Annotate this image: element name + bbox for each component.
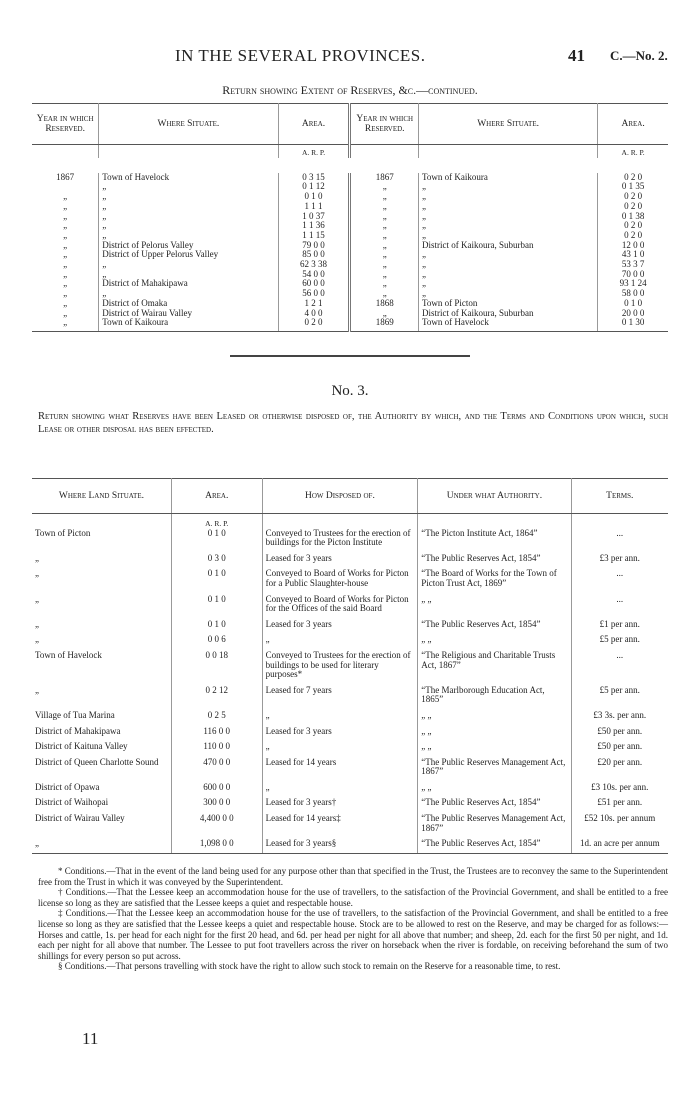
area-cell: 4 0 0 (278, 309, 350, 319)
authority-cell: “The Board of Works for the Town of Picton Trust Act, 1869” (418, 569, 571, 594)
land-location-cell: District of Kaituna Valley (32, 742, 171, 758)
area-cell: 0 1 0 (278, 192, 350, 202)
location-cell: „ (418, 289, 597, 299)
table-row (32, 814, 668, 839)
area-cell: 1 1 1 (278, 202, 350, 212)
footnotes (38, 866, 668, 972)
table-row (32, 595, 668, 620)
location-cell: District of Omaka (99, 299, 278, 309)
disposal-cell: Leased for 7 years (262, 686, 418, 711)
year-cell: „ (32, 289, 99, 299)
location-cell: „ (418, 192, 597, 202)
document-reference: C.—No. 2. (610, 48, 668, 63)
area-cell: 0 2 5 (171, 711, 262, 727)
terms-cell: £3 10s. per ann. (591, 781, 649, 792)
table-row (32, 635, 668, 651)
land-location-cell: District of Queen Charlotte Sound (32, 758, 171, 783)
location-cell: „ (418, 250, 597, 260)
location-cell: „ (418, 182, 597, 192)
authority-cell: “The Public Reserves Management Act, 1867” (418, 814, 571, 839)
terms-cell: £50 per ann. (597, 725, 643, 736)
year-cell: 1869 (350, 318, 419, 331)
area-cell: 0 1 12 (278, 182, 350, 192)
area-cell: 0 0 6 (171, 635, 262, 651)
location-cell: „ (99, 182, 278, 192)
land-location-cell: „ (32, 839, 171, 853)
year-cell: „ (32, 260, 99, 270)
terms-cell: ... (616, 568, 624, 579)
area-cell: 0 2 0 (624, 191, 643, 202)
area-cell: 0 1 35 (621, 181, 645, 192)
area-units-2: A. R. P. (621, 148, 645, 157)
location-cell: Town of Kaikoura (418, 173, 597, 183)
authority-cell: “The Public Reserves Act, 1854” (418, 839, 571, 853)
reserves-disposal-table (32, 478, 668, 854)
year-cell: „ (350, 260, 419, 270)
area-cell: 85 0 0 (278, 250, 350, 260)
year-cell: „ (350, 202, 419, 212)
authority-cell: “The Religious and Charitable Trusts Act, 1867” (418, 651, 571, 686)
table-row (32, 686, 668, 711)
location-cell: „ (99, 192, 278, 202)
year-cell: „ (32, 309, 99, 319)
area-cell: 1 0 37 (278, 212, 350, 222)
area-cell: 70 0 0 (621, 268, 645, 279)
year-cell: 1867 (350, 173, 419, 183)
authority-cell: „ „ (418, 783, 571, 799)
table-row (32, 783, 668, 799)
area-cell: 54 0 0 (278, 270, 350, 280)
terms-cell: ... (616, 649, 624, 660)
disposal-cell: Leased for 3 years (262, 727, 418, 743)
area-cell: 0 2 0 (278, 318, 350, 331)
area-cell: 62 3 38 (278, 260, 350, 270)
col-year-header: Year in which Reserved. (32, 104, 99, 145)
year-cell: „ (350, 250, 419, 260)
year-cell: „ (32, 212, 99, 222)
table-row (32, 173, 668, 183)
col-how-header: How Disposed of. (262, 479, 418, 514)
location-cell: „ (418, 279, 597, 289)
disposal-cell: Conveyed to Board of Works for Picton for the Offices of the said Board (262, 595, 418, 620)
location-cell: „ (99, 202, 278, 212)
disposal-cell: Conveyed to Trustees for the erection of buildings to be used for literary purposes* (262, 651, 418, 686)
area-cell: 58 0 0 (621, 288, 645, 299)
page-number: 41 (568, 46, 585, 65)
year-cell: „ (32, 231, 99, 241)
col-where-header: Where Situate. (99, 104, 278, 145)
table-row (32, 260, 668, 270)
year-cell: „ (32, 250, 99, 260)
terms-cell: 1d. an acre per annum (571, 839, 668, 853)
year-cell: „ (350, 231, 419, 241)
disposal-cell: „ (262, 783, 418, 799)
table-row (32, 727, 668, 743)
footnote: † Conditions.—That the Lessee keep an accommodation house for the use of travellers, to the satisfaction of the Provincial Government, and shall be entitled to a free license so long as they are satisfied that the Lessee keeps a quiet and respectable house. (38, 887, 668, 908)
terms-cell: £5 per ann. (599, 634, 640, 645)
disposal-cell: Leased for 3 years§ (262, 839, 418, 853)
location-cell: District of Upper Pelorus Valley (99, 250, 278, 260)
table1-caption: Return showing Extent of Reserves, &c.—continued. (222, 83, 478, 97)
disposal-cell: Conveyed to Trustees for the erection of buildings for the Picton Institute (262, 529, 418, 554)
year-cell: „ (350, 289, 419, 299)
area-cell: 116 0 0 (171, 727, 262, 743)
disposal-cell: Leased for 14 years (262, 758, 418, 783)
location-cell: „ (418, 202, 597, 212)
terms-cell: £1 per ann. (599, 618, 640, 629)
location-cell: Town of Havelock (99, 173, 278, 183)
terms-cell: ... (616, 527, 624, 538)
location-cell: Town of Kaikoura (99, 318, 278, 331)
table-row (32, 569, 668, 594)
location-cell: „ (99, 212, 278, 222)
location-cell: „ (418, 270, 597, 280)
year-cell: „ (350, 192, 419, 202)
disposal-cell: „ (262, 635, 418, 651)
authority-cell: „ „ (418, 635, 571, 651)
location-cell: „ (418, 260, 597, 270)
area-cell: 470 0 0 (171, 758, 262, 783)
location-cell: Town of Havelock (418, 318, 597, 331)
table-row (32, 742, 668, 758)
footnote: ‡ Conditions.—That the Lessee keep an accommodation house for the use of travellers, to the satisfaction of the Provincial Government, and shall be entitled to a free license so long as they are satisfied that the Lessee keeps a quiet and respectable house. Stock are to be allowed to rest on the Reserve, and may be charged for as follows:—Horses and cattle, 1s. per head for each night for the first 20 head, and 6d. per head per night for all above that number; and sheep, 2d. each for the first 50 per night, and 1d. each per night for all above that number. The Lessee to put foot travellers across the river on horseback when the river is fordable, on receiving beforehand the sum of two shillings for every person so put across. (38, 908, 668, 961)
year-cell: „ (32, 221, 99, 231)
table-row (32, 182, 668, 192)
terms-cell: £52 10s. per annum (584, 813, 656, 824)
land-location-cell: District of Waihopai (32, 798, 171, 814)
area-cell: 1,098 0 0 (171, 839, 262, 853)
location-cell: „ (99, 221, 278, 231)
col-authority-header: Under what Authority. (418, 479, 571, 514)
table-row (32, 192, 668, 202)
disposal-cell: Leased for 3 years† (262, 798, 418, 814)
section-divider (230, 355, 470, 357)
area-cell: 79 0 0 (278, 241, 350, 251)
land-location-cell: „ (32, 635, 171, 651)
area-cell: 12 0 0 (621, 239, 645, 250)
year-cell: 1868 (350, 299, 419, 309)
area-cell: 0 0 18 (171, 651, 262, 686)
location-cell: Town of Picton (418, 299, 597, 309)
land-location-cell: „ (32, 569, 171, 594)
terms-cell: £20 per ann. (597, 756, 643, 767)
authority-cell: “The Picton Institute Act, 1864” (418, 529, 571, 554)
footnote: § Conditions.—That persons travelling with stock have the right to allow such stock to remain on the Reserve for a reasonable time, to rest. (58, 961, 561, 972)
area-cell: 0 1 30 (598, 318, 668, 331)
year-cell: „ (32, 299, 99, 309)
col-area-header: Area. (278, 104, 350, 145)
year-cell: „ (350, 309, 419, 319)
page-title: IN THE SEVERAL PROVINCES. (175, 46, 426, 65)
col-terms-header: Terms. (571, 479, 668, 514)
authority-cell: “The Public Reserves Act, 1854” (418, 798, 571, 814)
area-cell: 600 0 0 (171, 783, 262, 799)
location-cell: „ (99, 260, 278, 270)
authority-cell: „ „ (418, 595, 571, 620)
area-cell: 43 1 0 (621, 249, 645, 260)
area-cell: 60 0 0 (278, 279, 350, 289)
authority-cell: “The Marlborough Education Act, 1865” (418, 686, 571, 711)
year-cell: „ (350, 212, 419, 222)
area-cell: 1 1 15 (278, 231, 350, 241)
disposal-cell: „ (262, 711, 418, 727)
table-row (32, 758, 668, 783)
area-cell: 0 3 0 (171, 554, 262, 570)
location-cell: „ (99, 270, 278, 280)
col-where-header-2: Where Situate. (418, 104, 597, 145)
location-cell: „ (418, 231, 597, 241)
area-cell: 0 1 0 (171, 529, 262, 554)
authority-cell: “The Public Reserves Act, 1854” (418, 554, 571, 570)
area-cell: 53 3 7 (621, 259, 645, 270)
area-cell: 56 0 0 (278, 289, 350, 299)
year-cell: „ (350, 241, 419, 251)
land-location-cell: Town of Havelock (32, 651, 171, 686)
land-location-cell: „ (32, 595, 171, 620)
area-cell: 1 1 36 (278, 221, 350, 231)
table-row (32, 798, 668, 814)
authority-cell: „ „ (418, 727, 571, 743)
reserves-extent-table (32, 103, 668, 332)
area-cell: 0 1 38 (621, 210, 645, 221)
area-cell: 0 1 0 (171, 620, 262, 636)
land-location-cell: „ (32, 620, 171, 636)
terms-cell: £50 per ann. (597, 741, 643, 752)
table-row (32, 651, 668, 686)
location-cell: „ (418, 212, 597, 222)
area-cell: 0 1 0 (171, 595, 262, 620)
location-cell: „ (99, 231, 278, 241)
disposal-cell: „ (262, 742, 418, 758)
year-cell: „ (32, 318, 99, 331)
area-cell: 0 2 0 (624, 200, 643, 211)
disposal-cell: Leased for 3 years (262, 620, 418, 636)
table-row (32, 202, 668, 212)
year-cell: „ (350, 279, 419, 289)
table-row (32, 221, 668, 231)
area-cell: 110 0 0 (171, 742, 262, 758)
table-row (32, 529, 668, 554)
authority-cell: “The Public Reserves Act, 1854” (418, 620, 571, 636)
area-cell: 0 2 12 (171, 686, 262, 711)
authority-cell: “The Public Reserves Management Act, 1867” (418, 758, 571, 783)
area-cell: 93 1 24 (619, 278, 647, 289)
location-cell: „ (99, 289, 278, 299)
land-location-cell: District of Wairau Valley (32, 814, 171, 839)
table-row (32, 839, 668, 853)
land-location-cell: „ (32, 554, 171, 570)
year-cell: „ (32, 202, 99, 212)
land-location-cell: District of Mahakipawa (32, 727, 171, 743)
area-cell: 0 1 0 (624, 297, 643, 308)
location-cell: District of Pelorus Valley (99, 241, 278, 251)
table-row (32, 554, 668, 570)
authority-cell: „ „ (418, 742, 571, 758)
terms-cell: ... (616, 593, 624, 604)
location-cell: District of Mahakipawa (99, 279, 278, 289)
year-cell: „ (350, 182, 419, 192)
year-cell: „ (350, 270, 419, 280)
area-cell: 1 2 1 (278, 299, 350, 309)
area-cell: 300 0 0 (171, 798, 262, 814)
col-land-header: Where Land Situate. (32, 479, 171, 514)
authority-cell: „ „ (418, 711, 571, 727)
area-cell: 0 2 0 (624, 220, 643, 231)
location-cell: „ (418, 221, 597, 231)
year-cell: „ (350, 221, 419, 231)
land-location-cell: District of Opawa (32, 783, 171, 799)
terms-cell: £5 per ann. (599, 684, 640, 695)
col-year-header-2: Year in which Reserved. (350, 104, 419, 145)
table-row (32, 279, 668, 289)
table-row (32, 212, 668, 222)
disposal-cell: Conveyed to Board of Works for Picton for a Public Slaughter-house (262, 569, 418, 594)
area-units: A. R. P. (278, 145, 350, 158)
year-cell: „ (32, 192, 99, 202)
year-cell: 1867 (32, 173, 99, 183)
area-cell: 0 2 0 (624, 229, 643, 240)
footnote: * Conditions.—That in the event of the land being used for any purpose other than that specified in the Trust, the Trustees are to reconvey the same to the Superintendent free from the Trust in which it was conveyed by the Superintendent. (38, 866, 668, 887)
col-area-header-2: Area. (598, 104, 668, 145)
area-cell: 0 1 0 (171, 569, 262, 594)
land-location-cell: Town of Picton (32, 529, 171, 554)
area-cell: 0 2 0 (624, 171, 643, 182)
table-row (32, 318, 668, 331)
location-cell: District of Kaikoura, Suburban (418, 309, 597, 319)
disposal-cell: Leased for 3 years (262, 554, 418, 570)
year-cell: „ (32, 270, 99, 280)
land-location-cell: „ (32, 686, 171, 711)
terms-cell: £51 per ann. (597, 797, 643, 808)
year-cell: „ (32, 241, 99, 251)
terms-cell: £3 3s. per ann. (593, 709, 647, 720)
table-row (32, 250, 668, 260)
year-cell: „ (32, 279, 99, 289)
table-row (32, 711, 668, 727)
area-units-t2: A. R. P. (171, 514, 262, 529)
location-cell: District of Kaikoura, Suburban (418, 241, 597, 251)
disposal-cell: Leased for 14 years‡ (262, 814, 418, 839)
area-cell: 0 3 15 (278, 173, 350, 183)
signature-number: 11 (82, 1029, 99, 1048)
section-number: No. 3. (331, 383, 369, 399)
col-area-header-t2: Area. (171, 479, 262, 514)
area-cell: 20 0 0 (621, 307, 645, 318)
location-cell: District of Wairau Valley (99, 309, 278, 319)
section-caption: Return showing what Reserves have been Leased or otherwise disposed of, the Authority by which, and the Terms and Conditions upon which, such Lease or other disposal has been effected. (38, 411, 668, 435)
area-cell: 4,400 0 0 (171, 814, 262, 839)
table-row (32, 620, 668, 636)
land-location-cell: Village of Tua Marina (32, 711, 171, 727)
terms-cell: £3 per ann. (599, 552, 640, 563)
